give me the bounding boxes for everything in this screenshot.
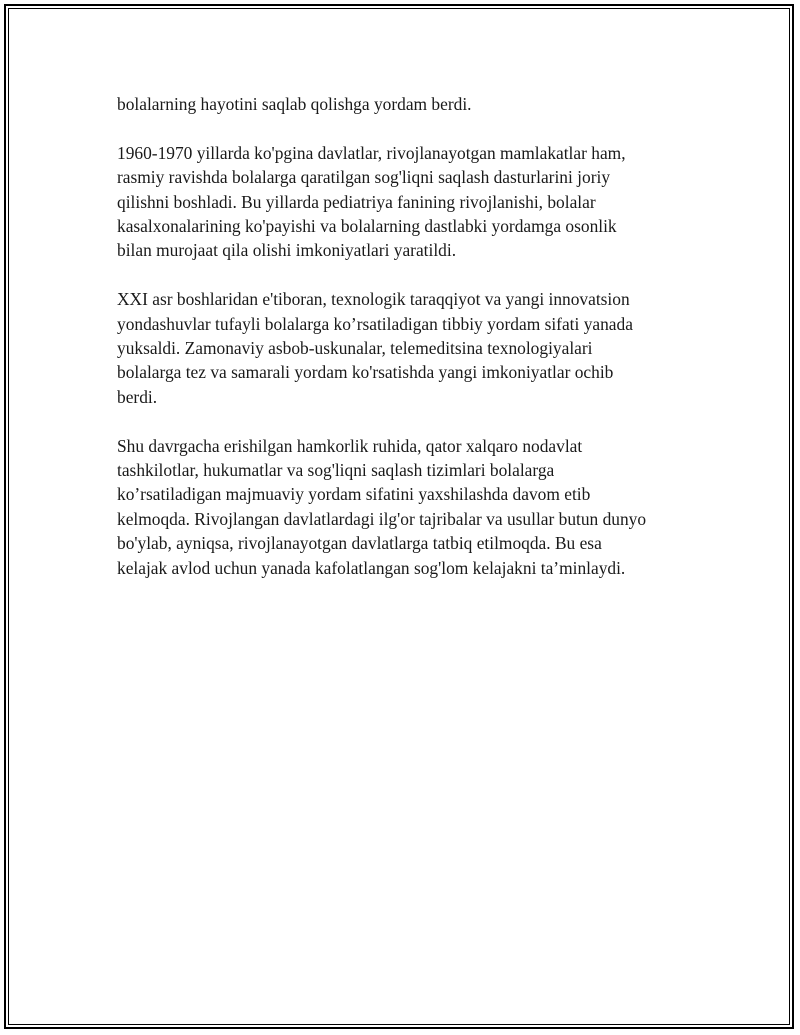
paragraph-2: 1960-1970 yillarda ko'pgina davlatlar, rivojlanayotgan mamlakatlar ham, rasmiy ravishda bolalarga qaratilgan sog'liqni saqlash dasturlarini joriy qilishni boshladi. Bu yillarda pediatriya fanining rivojlanishi, bolalar kasalxonalarining ko'payishi va bolalarning dastlabki yordamga osonlik bilan murojaat qila olishi imkoniyatlari yaratildi. [117, 142, 626, 261]
paragraph-4: Shu davrgacha erishilgan hamkorlik ruhida, qator xalqaro nodavlat tashkilotlar, hukumatlar va sog'liqni saqlash tizimlari bolalarga ko’rsatiladigan majmuaviy yordam sifatini yaxshilashda davom etib kelmoqda. Rivojlangan davlatlardagi ilg'or tajribalar va usullar butun dunyo bo'ylab, ayniqsa, rivojlanayotgan davlatlarga tatbiq etilmoqda. Bu esa kelajak avlod uchun yanada kafolatlangan sog'lom kelajakni ta’minlaydi. [117, 435, 647, 578]
paragraph-3: XXI asr boshlaridan e'tiboran, texnologik taraqqiyot va yangi innovatsion yondashuvlar tufayli bolalarga ko’rsatiladigan tibbiy yordam sifati yanada yuksaldi. Zamonaviy asbob-uskunalar, telemeditsina texnologiyalari bolalarga tez va samarali yordam ko'rsatishda yangi imkoniyatlar ochib berdi. [117, 289, 633, 407]
paragraph-1: bolalarning hayotini saqlab qolishga yordam berdi. [117, 94, 472, 114]
document-body [117, 92, 707, 604]
